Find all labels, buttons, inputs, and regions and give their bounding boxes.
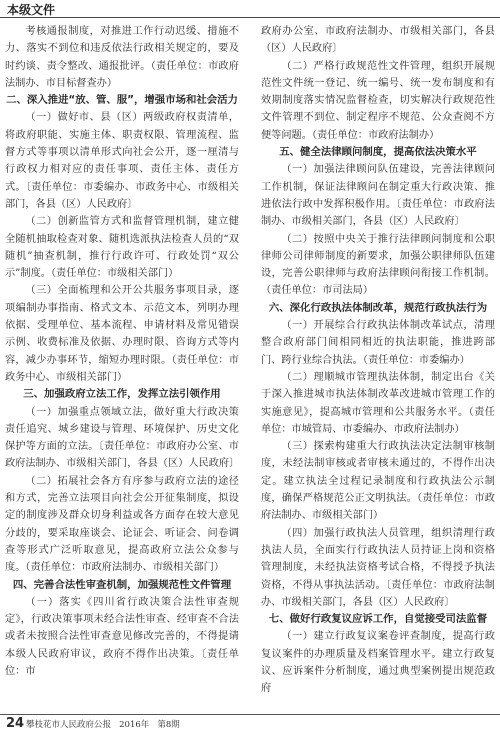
- paragraph: （一）做好市、县（区）两级政府权责清单，将政府职能、实施主体、职责权限、管理流程、监督方式等事项以清单形式向社会公开，逐一厘清与行政权力相对应的责任事项、责任主体、责任方式。〔责任单位：市委编办、市政务中心、市级相关部门，各县（区）人民政府〕: [5, 112, 239, 210]
- page-number: 24: [6, 716, 25, 731]
- left-column: [5, 23, 239, 680]
- paragraph: （一）开展综合行政执法体制改革试点，清理整合政府部门间相同相近的执法职能，推进跨部门、跨行业综合执法。（责任单位：市委编办）: [261, 320, 495, 366]
- paragraph: （二）创新监管方式和监督管理机制，建立健全随机抽取检查对象、随机选派执法检查人员的“双随机”抽查机制，推行行政许可、行政处罚“双公示”制度。（责任单位：市级相关部门）: [5, 216, 239, 280]
- header-rule: [0, 17, 500, 18]
- paragraph: 政府办公室、市政府法制办、市级相关部门，各县（区）人民政府〕: [261, 26, 495, 55]
- publication-name: 攀枝花市人民政府公报: [26, 720, 112, 730]
- section-heading: 六、深化行政执法体制改革，规范行政执法行为: [268, 301, 488, 314]
- paragraph: （一）加强重点领域立法，做好重大行政决策责任追究、城乡建设与管理、环境保护、历史文化保护等方面的立法。〔责任单位：市政府办公室、市政府法制办、市级相关部门，各县（区）人民政府〕: [5, 406, 240, 470]
- section-heading: 四、完善合法性审查机制，加强规范性文件管理: [12, 578, 232, 591]
- paragraph: （二）拓展社会各方有序参与政府立法的途径和方式，完善立法项目向社会公开征集制度，拟设定的制度涉及群众切身利益或各方面存在较大意见分歧的，要采取座谈会、论证会、听证会、问卷调查等形式广泛听取意见，提高政府立法公众参与度。（责任单位：市政府法制办、市级相关部门）: [5, 475, 239, 574]
- section-heading: 三、加强政府立法工作，发挥立法引领作用: [23, 388, 221, 401]
- right-column: [261, 23, 495, 698]
- footer-rule: [0, 714, 500, 715]
- publication-year: 2016年: [119, 720, 150, 730]
- paragraph: 考核通报制度，对推进工作行动迟缓、措施不力、落实不到位和违反依法行政相关规定的，要及时约谈、责令整改、通报批评。（责任单位：市政府法制办、市目标督查办）: [5, 26, 239, 89]
- paragraph: （一）加强法律顾问队伍建设，完善法律顾问工作机制，保证法律顾问在制定重大行政决策、推进依法行政中发挥积极作用。〔责任单位：市政府法制办、市级相关部门，各县（区）人民政府〕: [261, 164, 495, 228]
- paragraph: （三）全面梳理和公开公共服务事项目录，逐项编制办事指南、格式文本、示范文本，列明办理依据、受理单位、基本流程、申请材料及常见错误示例、收费标准及依据、办理时限、咨询方式等内容，减少办事环节，缩短办理时限。（责任单位：市政务中心、市级相关部门）: [5, 285, 239, 383]
- section-heading: 五、健全法律顾问制度，提高依法决策水平: [279, 146, 477, 159]
- paragraph: （三）探索构建重大行政执法决定法制审核制度，未经法制审核或者审核未通过的，不得作出决定。建立执法全过程记录制度和行政执法公示制度，确保严格规范公正文明执法。（责任单位：市政府法制办、市级相关部门）: [261, 441, 495, 522]
- paragraph: （二）严格行政规范性文件管理，组织开展规范性文件统一登记、统一编号、统一发布制度和有效期制度落实情况监督检查，切实解决行政规范性文件管理不到位、制定程序不规范、公众查阅不方便等问题。（责任单位：市政府法制办）: [261, 60, 495, 141]
- page-footer: [0, 714, 500, 731]
- publication-info: [26, 718, 180, 730]
- paragraph: （四）加强行政执法人员管理，组织清理行政执法人员，全面实行行政执法人员持证上岗和资格管理制度，未经执法资格考试合格，不得授予执法资格，不得从事执法活动。〔责任单位：市政府法制办、市级相关部门，各县（区）人民政府〕: [261, 527, 495, 608]
- section-heading: 二、深入推进“放、管、服”，增强市场和社会活力: [6, 94, 238, 107]
- paragraph: （一）落实《四川省行政决策合法性审查规定》，行政决策事项未经合法性审查、经审查不合法或者未按照合法性审查意见修改完善的，不得提请本级人民政府审议，政府不得作出决策。〔责任单位：市: [5, 596, 239, 677]
- page-header: [0, 0, 500, 18]
- section-title: 本级文件: [7, 3, 56, 17]
- publication-issue: 第8期: [157, 720, 180, 730]
- paragraph: （一）建立行政复议案卷评查制度，提高行政复议案件的办理质量及档案管理水平。建立行政复议、应诉案件分析制度，通过典型案例提出规范政府: [261, 631, 495, 695]
- paragraph: （二）按照中央关于推行法律顾问制度和公职律师公司律师制度的新要求，加强公职律师队伍建设，完善公职律师与政府法律顾问衔接工作机制。（责任单位：市司法局）: [261, 233, 495, 297]
- paragraph: （二）理顺城市管理执法体制，制定出台《关于深入推进城市执法体制改革改进城市管理工作的实施意见》，提高城市管理和公共服务水平。（责任单位：市城管局、市委编办、市政府法制办）: [261, 371, 495, 435]
- section-heading: 七、做好行政复议应诉工作，自觉接受司法监督: [268, 613, 488, 626]
